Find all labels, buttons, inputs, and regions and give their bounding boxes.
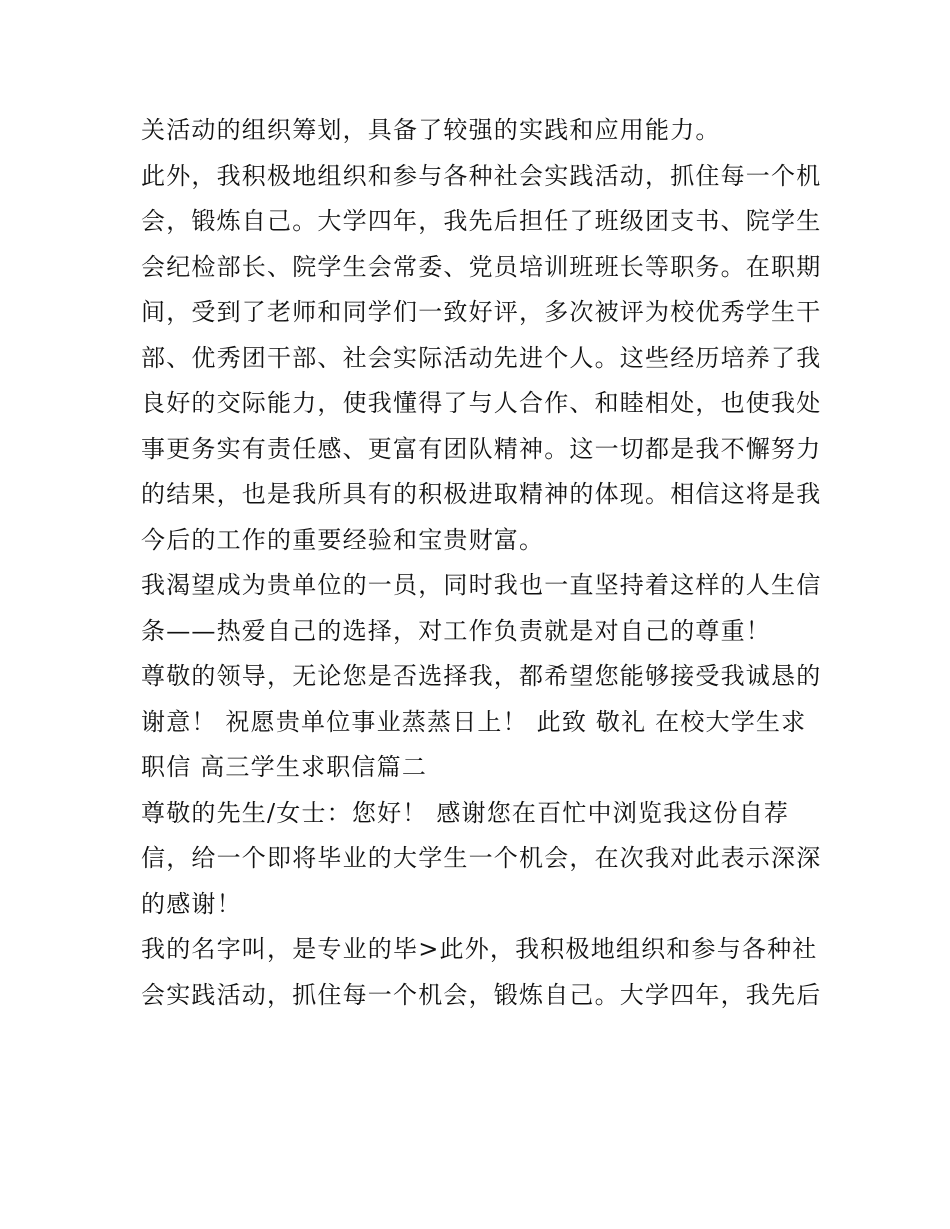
text-line: 尊敬的先生/女士：您好！ 感谢您在百忙中浏览我这份自荐 (141, 798, 790, 827)
text-line: 事更务实有责任感、更富有团队精神。这一切都是我不懈努力 (141, 434, 822, 463)
text-line: 部、优秀团干部、社会实际活动先进个人。这些经历培养了我 (141, 343, 822, 372)
text-line: 信，给一个即将毕业的大学生一个机会，在次我对此表示深深 (141, 844, 822, 872)
text-line: 关活动的组织筹划，具备了较强的实践和应用能力。 (141, 116, 721, 144)
text-line: 会纪检部长、院学生会常委、党员培训班班长等职务。在职期 (141, 252, 822, 281)
text-line: 尊敬的领导，无论您是否选择我，都希望您能够接受我诚恳的 (141, 662, 822, 690)
text-line: 我渴望成为贵单位的一员，同时我也一直坚持着这样的人生信 (141, 571, 822, 599)
text-line: 的结果，也是我所具有的积极进取精神的体现。相信这将是我 (141, 480, 822, 508)
text-line: 会实践活动，抓住每一个机会，锻炼自己。大学四年，我先后 (141, 980, 822, 1009)
body-text (141, 108, 821, 1018)
text-line: 会，锻炼自己。大学四年，我先后担任了班级团支书、院学生 (141, 207, 822, 235)
text-line: 条——热爱自己的选择，对工作负责就是对自己的尊重！ (141, 616, 771, 645)
text-line: 的感谢！ (141, 889, 242, 918)
text-line: 谢意！ 祝愿贵单位事业蒸蒸日上！ 此致 敬礼 在校大学生求 (141, 707, 807, 736)
text-line: 间，受到了老师和同学们一致好评，多次被评为校优秀学生干 (141, 298, 822, 326)
text-line: 职信 高三学生求职信篇二 (141, 753, 428, 781)
text-line: 我的名字叫，是专业的毕>此外，我积极地组织和参与各种社 (141, 935, 818, 963)
text-line: 今后的工作的重要经验和宝贵财富。 (141, 525, 545, 554)
text-line: 此外，我积极地组织和参与各种社会实践活动，抓住每一个机 (141, 161, 822, 190)
text-line: 良好的交际能力，使我懂得了与人合作、和睦相处，也使我处 (141, 389, 822, 417)
